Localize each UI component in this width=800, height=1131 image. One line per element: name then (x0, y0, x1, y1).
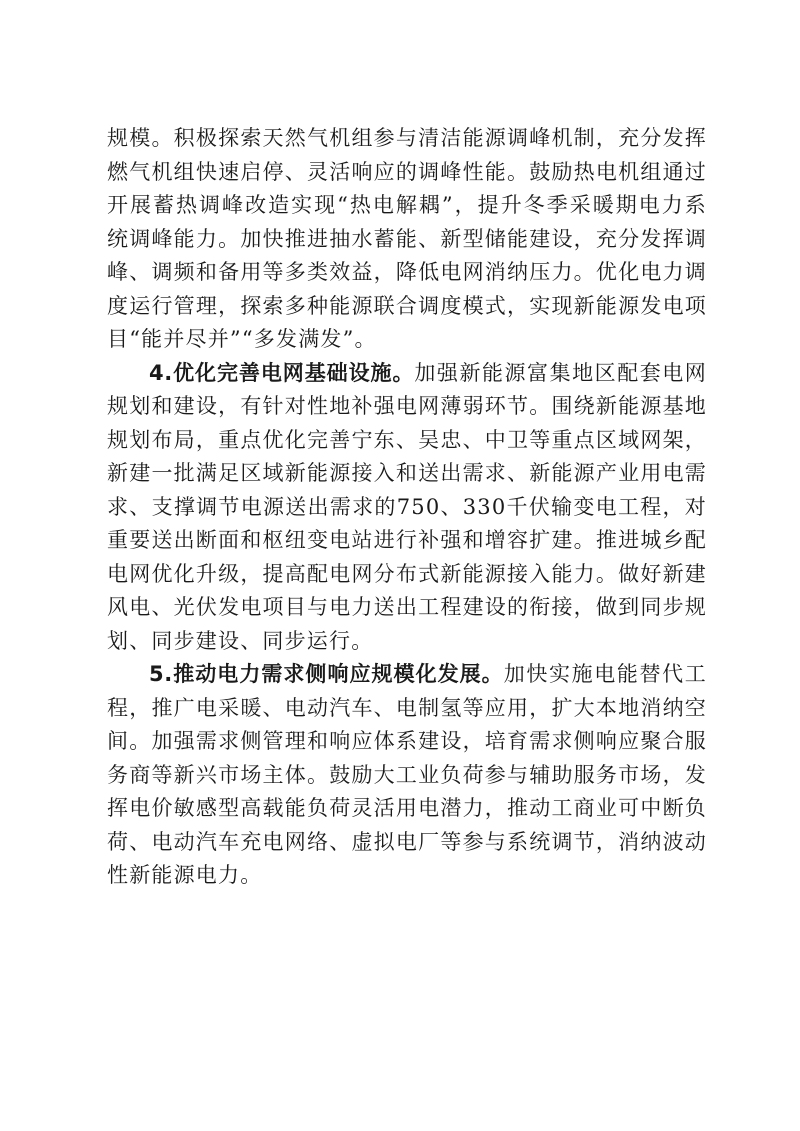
paragraph-demand-response (107, 658, 707, 893)
paragraph-heading: 4.优化完善电网基础设施。 (149, 360, 415, 385)
paragraph-body: 规模。积极探索天然气机组参与清洁能源调峰机制，充分发挥燃气机组快速启停、灵活响应的调峰性能。鼓励热电机组通过开展蓄热调峰改造实现“热电解耦”，提升冬季采暖期电力系统调峰能力。加快推进抽水蓄能、新型储能建设，充分发挥调峰、调频和备用等多类效益，降低电网消纳压力。优化电力调度运行管理，探索多种能源联合调度模式，实现新能源发电项目“能并尽并”“多发满发”。 (107, 126, 707, 351)
paragraph-continuation (107, 122, 707, 357)
document-body (107, 122, 707, 893)
paragraph-body: 加快实施电能替代工程，推广电采暖、电动汽车、电制氢等应用，扩大本地消纳空间。加强需求侧管理和响应体系建设，培育需求侧响应聚合服务商等新兴市场主体。鼓励大工业负荷参与辅助服务市场，发挥电价敏感型高载能负荷灵活用电潜力，推动工商业可中断负荷、电动汽车充电网络、虚拟电厂等参与系统调节，消纳波动性新能源电力。 (107, 662, 707, 887)
paragraph-grid-infrastructure (107, 357, 707, 659)
paragraph-body: 加强新能源富集地区配套电网规划和建设，有针对性地补强电网薄弱环节。围绕新能源基地规划布局，重点优化完善宁东、吴忠、中卫等重点区域网架，新建一批满足区域新能源接入和送出需求、新能源产业用电需求、支撑调节电源送出需求的750、330千伏输变电工程，对重要送出断面和枢纽变电站进行补强和增容扩建。推进城乡配电网优化升级，提高配电网分布式新能源接入能力。做好新建风电、光伏发电项目与电力送出工程建设的衔接，做到同步规划、同步建设、同步运行。 (107, 360, 707, 653)
paragraph-heading: 5.推动电力需求侧响应规模化发展。 (149, 662, 504, 686)
